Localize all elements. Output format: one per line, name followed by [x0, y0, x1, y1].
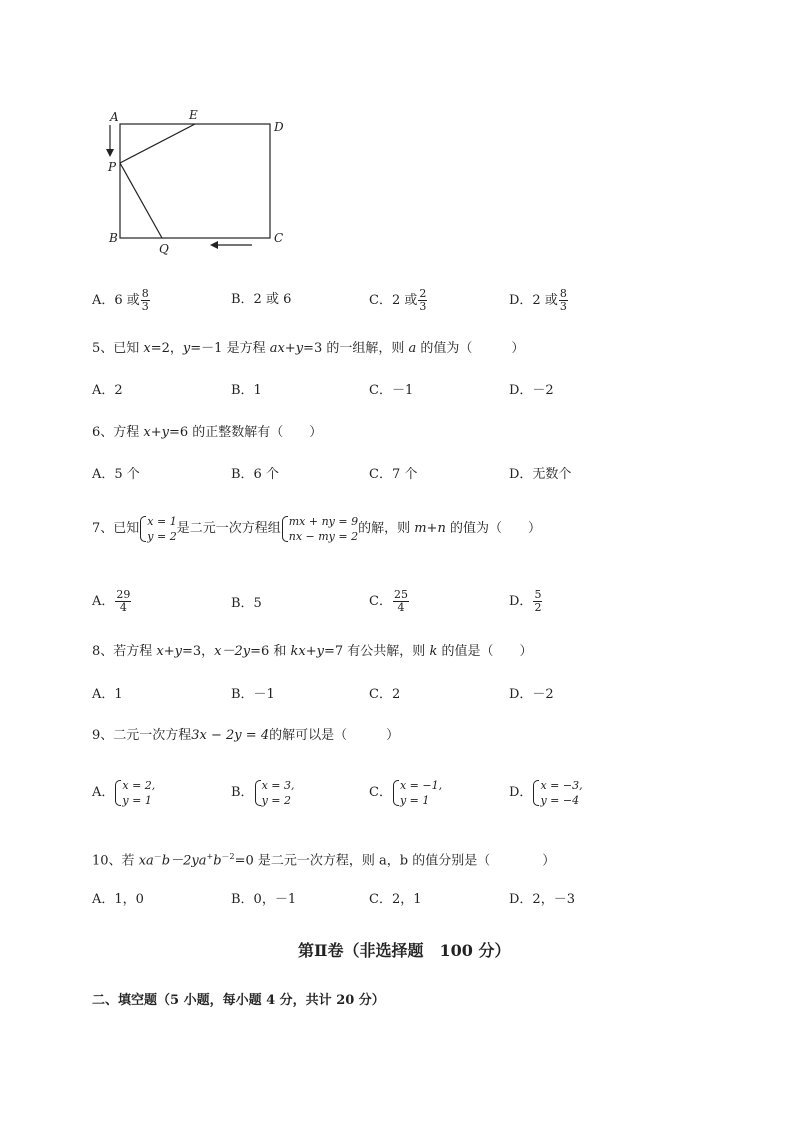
- q7-option-b[interactable]: B．5: [231, 596, 262, 611]
- q5-option-b[interactable]: B．1: [231, 383, 262, 398]
- q7-option-a[interactable]: A． $\frac{29}{4}$: [92, 588, 131, 614]
- part-2-title: 二、填空题（5 小题，每小题 4 分，共计 20 分）: [92, 993, 385, 1008]
- question-5: 5、已知 x=2，y=－1 是方程 ax+y=3 的一组解，则 a 的值为（ ）: [92, 341, 525, 356]
- arrow-down-head: [106, 149, 114, 157]
- label-e: E: [189, 108, 198, 122]
- q8-option-d[interactable]: D．－2: [509, 687, 554, 702]
- q10-option-c[interactable]: C．2，1: [369, 892, 422, 907]
- label-a: A: [110, 110, 119, 124]
- q4-option-b[interactable]: B．2 或 6: [231, 292, 292, 307]
- q9-option-c[interactable]: C． x = −1, y = 1: [369, 779, 443, 807]
- question-6: 6、方程 x+y=6 的正整数解有（ ）: [92, 425, 323, 440]
- question-8: 8、若方程 x+y=3，x－2y=6 和 kx+y=7 有公共解，则 k 的值是（ ）: [92, 644, 533, 659]
- question-9: 9、二元一次方程3x − 2y = 4的解可以是（ ）: [92, 728, 400, 743]
- q6-option-c[interactable]: C．7 个: [369, 467, 418, 482]
- label-p: P: [108, 160, 117, 174]
- section-2-title: 第Ⅱ卷（非选择题 100 分）: [298, 941, 511, 960]
- segment-pe: [120, 124, 195, 163]
- label-c: C: [274, 231, 284, 245]
- q9-option-b[interactable]: B． x = 3, y = 2: [231, 779, 295, 807]
- q10-option-d[interactable]: D．2，－3: [509, 892, 575, 907]
- q4-option-c[interactable]: C．2 或 $\frac{2}{3}$: [369, 287, 427, 313]
- q5-option-d[interactable]: D．－2: [509, 383, 554, 398]
- q8-option-c[interactable]: C．2: [369, 687, 401, 702]
- label-d: D: [274, 120, 284, 134]
- question-10: 10、若 $xa^-b-2ya^+b^{-2}=0$ 是二元一次方程，则 a，b 的值分别是（ ）: [92, 852, 556, 869]
- q8-option-a[interactable]: A．1: [92, 687, 123, 702]
- q4-option-d[interactable]: D．2 或 $\frac{8}{3}$: [509, 287, 567, 313]
- segment-pq: [120, 163, 162, 238]
- arrow-left-head: [210, 241, 218, 249]
- label-q: Q: [159, 242, 169, 256]
- q5-option-c[interactable]: C．－1: [369, 383, 414, 398]
- q10-option-b[interactable]: B．0，－1: [231, 892, 297, 907]
- q6-option-b[interactable]: B．6 个: [231, 467, 279, 482]
- q5-option-a[interactable]: A．2: [92, 383, 123, 398]
- q4-option-a[interactable]: A．6 或 $\frac{8}{3}$: [92, 287, 149, 313]
- q7-option-c[interactable]: C． $\frac{25}{4}$: [369, 588, 408, 614]
- q9-option-a[interactable]: A． x = 2, y = 1: [92, 779, 156, 807]
- q6-option-a[interactable]: A．5 个: [92, 467, 140, 482]
- rectangle-figure: [100, 105, 300, 260]
- rectangle-abcd: [120, 124, 270, 238]
- q7-option-d[interactable]: D． $\frac{5}{2}$: [509, 588, 542, 614]
- label-b: B: [109, 231, 118, 245]
- q9-option-d[interactable]: D． x = −3, y = −4: [509, 779, 583, 807]
- q6-option-d[interactable]: D．无数个: [509, 467, 572, 482]
- q10-option-a[interactable]: A．1，0: [92, 892, 144, 907]
- system-equations: mx + ny = 9 nx − my = 2: [281, 514, 358, 544]
- system-given: x = 1 y = 2: [139, 514, 176, 544]
- q8-option-b[interactable]: B．－1: [231, 687, 275, 702]
- question-7: 7、已知 x = 1 y = 2 是二元一次方程组 mx + ny = 9 nx − my = 2 的解，则 m+n 的值为（ ）: [92, 515, 541, 543]
